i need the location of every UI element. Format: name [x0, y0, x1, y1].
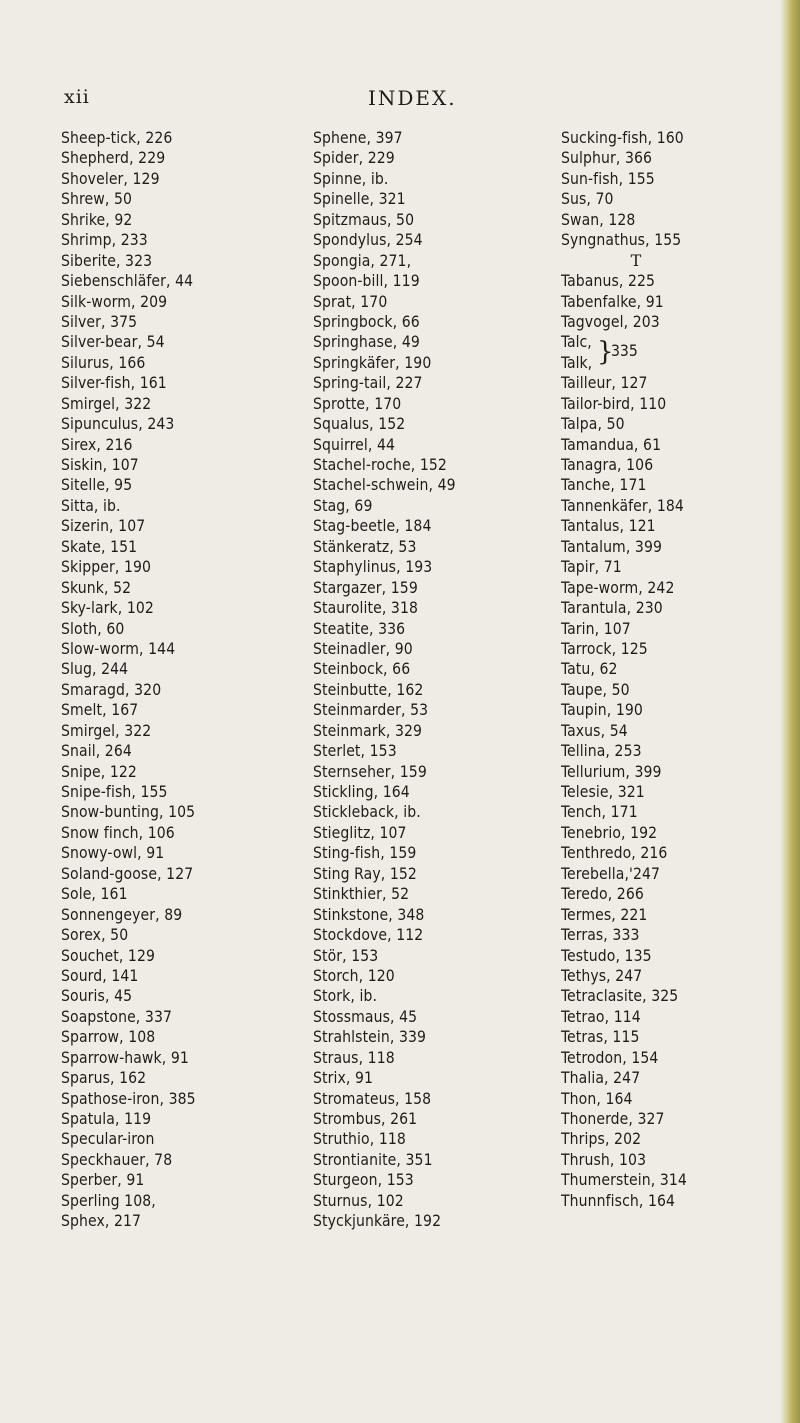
index-entry: Tannenkäfer, 184 — [561, 496, 684, 515]
index-entry: Sterlet, 153 — [313, 742, 397, 761]
index-entry: Termes, 221 — [561, 905, 648, 924]
index-entry: Slug, 244 — [61, 660, 129, 679]
index-entry: Sphex, 217 — [61, 1212, 142, 1231]
index-entry: Skate, 151 — [61, 537, 138, 556]
index-entry: Sprotte, 170 — [313, 394, 402, 413]
index-entry: Struthio, 118 — [313, 1130, 406, 1149]
index-entry: Siebenschläfer, 44 — [61, 272, 194, 291]
index-entry: Tanagra, 106 — [561, 456, 654, 475]
index-entry: Stachel-schwein, 49 — [313, 476, 456, 495]
index-entry: Thalia, 247 — [561, 1069, 641, 1088]
index-entry: Silver, 375 — [61, 312, 138, 331]
index-entry: Tailor-bird, 110 — [561, 394, 667, 413]
index-entry: Silk-worm, 209 — [61, 292, 168, 311]
index-entry: Stickling, 164 — [313, 783, 410, 801]
index-entry: Stänkeratz, 53 — [313, 537, 417, 556]
page-number: xii — [64, 86, 90, 108]
index-entry: Talpa, 50 — [561, 415, 625, 434]
index-entry: Terras, 333 — [561, 926, 640, 945]
index-entry: Staphylinus, 193 — [313, 558, 433, 577]
index-entry: Silurus, 166 — [61, 353, 146, 372]
index-entry: Tarin, 107 — [561, 619, 631, 638]
index-entry: Steinbutte, 162 — [313, 680, 424, 699]
index-column-2 — [313, 128, 553, 1232]
index-entry: Specular-iron — [61, 1130, 155, 1149]
index-entry: Slow-worm, 144 — [61, 639, 176, 658]
index-entry: Soapstone, 337 — [61, 1007, 172, 1026]
index-entry: Thrush, 103 — [561, 1150, 647, 1169]
index-entry: Sphene, 397 — [313, 129, 403, 147]
index-entry-line: Talk, — [561, 353, 593, 372]
index-entry: Sulphur, 366 — [561, 149, 653, 168]
index-entry: Spitzmaus, 50 — [313, 210, 415, 229]
index-entry: Snail, 264 — [61, 742, 132, 761]
index-entry: Stromateus, 158 — [313, 1089, 432, 1108]
index-entry: Snipe, 122 — [61, 762, 137, 781]
index-entry: Siberite, 323 — [61, 251, 153, 270]
index-entry: Tapir, 71 — [561, 558, 622, 577]
index-entry: Sorex, 50 — [61, 926, 129, 945]
index-entry: Souchet, 129 — [61, 946, 156, 965]
index-entry: Spatula, 119 — [61, 1110, 152, 1128]
index-entry: Shrike, 92 — [61, 210, 133, 229]
index-entry: Soland-goose, 127 — [61, 864, 194, 883]
index-entry: Steinmarder, 53 — [313, 701, 429, 720]
index-entry: Taupe, 50 — [561, 680, 630, 699]
index-entry: Thrips, 202 — [561, 1130, 642, 1149]
index-entry: Spider, 229 — [313, 149, 395, 168]
index-entry: Sourd, 141 — [61, 966, 139, 985]
index-entry: Tellina, 253 — [561, 742, 642, 761]
index-entry: Snow-bunting, 105 — [61, 803, 196, 822]
index-entry: Tantalum, 399 — [561, 537, 663, 556]
index-entry: Spondylus, 254 — [313, 231, 423, 250]
index-entry: Stossmaus, 45 — [313, 1007, 418, 1026]
index-entry: Styckjunkäre, 192 — [313, 1212, 442, 1231]
index-entry: Shepherd, 229 — [61, 149, 166, 168]
index-entry: Spring-tail, 227 — [313, 374, 423, 393]
index-entry: Thumerstein, 314 — [561, 1171, 687, 1190]
index-column-3 — [561, 128, 800, 1211]
index-entry: Strontianite, 351 — [313, 1150, 433, 1169]
index-entry: Sole, 161 — [61, 885, 128, 904]
index-entry: Siskin, 107 — [61, 456, 139, 474]
index-entry: Sonnengeyer, 89 — [61, 905, 183, 924]
index-entry: Teredo, 266 — [561, 885, 644, 904]
index-entry: Testudo, 135 — [561, 946, 652, 965]
index-entry: Sparrow, 108 — [61, 1028, 156, 1047]
index-entry: Springhase, 49 — [313, 333, 420, 352]
index-entry: Sting-fish, 159 — [313, 844, 417, 863]
index-entry: Tethys, 247 — [561, 966, 643, 985]
index-entry: Tabanus, 225 — [561, 272, 656, 291]
index-entry: Sun-fish, 155 — [561, 169, 655, 188]
index-entry: Syngnathus, 155 — [561, 231, 682, 250]
index-entry: Snowy-owl, 91 — [61, 844, 165, 863]
index-entry: Swan, 128 — [561, 210, 636, 229]
index-entry: Sitta, ib. — [61, 496, 121, 515]
running-title: INDEX. — [368, 86, 457, 110]
curly-brace-icon: } — [597, 337, 614, 368]
index-entry: Sus, 70 — [561, 190, 614, 209]
index-entry: Stinkstone, 348 — [313, 905, 425, 924]
index-entry: Taxus, 54 — [561, 721, 628, 740]
index-entry: Sperber, 91 — [61, 1171, 145, 1190]
index-entry: Tetrodon, 154 — [561, 1048, 659, 1067]
index-entry: Stickleback, ib. — [313, 803, 421, 822]
index-entry: Tetraclasite, 325 — [561, 987, 679, 1006]
index-entry: Snow finch, 106 — [61, 823, 175, 842]
page-header — [0, 86, 780, 116]
section-letter-heading: T — [630, 250, 642, 270]
index-entry: Stork, ib. — [313, 987, 378, 1006]
page-edge — [780, 0, 800, 1423]
index-entry: Strombus, 261 — [313, 1110, 418, 1128]
index-entry: Strahlstein, 339 — [313, 1028, 427, 1047]
index-entry: Snipe-fish, 155 — [61, 783, 168, 801]
index-entry: Sitelle, 95 — [61, 476, 133, 495]
index-entry: Smelt, 167 — [61, 701, 139, 720]
index-entry: Tamandua, 61 — [561, 435, 662, 454]
index-entry: Souris, 45 — [61, 987, 133, 1006]
index-entry: Springbock, 66 — [313, 312, 420, 331]
index-entry: Spinelle, 321 — [313, 190, 406, 209]
index-entry: Shrimp, 233 — [61, 231, 148, 250]
index-entry: Spinne, ib. — [313, 169, 389, 188]
index-entry: Skipper, 190 — [61, 558, 152, 577]
index-entry: Sucking-fish, 160 — [561, 129, 684, 147]
index-entry: Tanche, 171 — [561, 476, 647, 495]
index-entry: Tenebrio, 192 — [561, 823, 658, 842]
index-entry: Staurolite, 318 — [313, 599, 419, 618]
index-entry: Taupin, 190 — [561, 701, 643, 720]
index-entry-page: 335 — [611, 342, 638, 361]
index-entry: Springkäfer, 190 — [313, 353, 432, 372]
index-entry: Storch, 120 — [313, 966, 395, 985]
index-entry: Sparrow-hawk, 91 — [61, 1048, 189, 1067]
index-entry-line: Talc, — [561, 333, 592, 352]
index-entry: Stag-beetle, 184 — [313, 517, 432, 536]
index-entry: Tenthredo, 216 — [561, 844, 668, 863]
index-entry: Tailleur, 127 — [561, 374, 648, 393]
index-entry: Sparus, 162 — [61, 1069, 147, 1088]
index-entry: Steinadler, 90 — [313, 639, 413, 658]
index-entry: Tarrock, 125 — [561, 639, 648, 658]
index-entry: Tabenfalke, 91 — [561, 292, 664, 311]
index-entry: Spathose-iron, 385 — [61, 1089, 196, 1108]
index-entry: Spongia, 271, — [313, 251, 412, 270]
index-entry: Stachel-roche, 152 — [313, 456, 447, 474]
bracketed-index-entry — [561, 332, 800, 373]
index-entry: Tagvogel, 203 — [561, 312, 660, 331]
index-entry: Tarantula, 230 — [561, 599, 663, 618]
index-entry: Steatite, 336 — [313, 619, 406, 638]
index-entry: Sturgeon, 153 — [313, 1171, 414, 1190]
index-entry: Steinbock, 66 — [313, 660, 411, 679]
index-entry: Silver-fish, 161 — [61, 374, 167, 393]
index-entry: Sturnus, 102 — [313, 1191, 404, 1210]
index-entry: Tatu, 62 — [561, 660, 618, 679]
index-entry: Telesie, 321 — [561, 783, 645, 802]
index-entry: Smaragd, 320 — [61, 680, 162, 699]
index-entry: Thonerde, 327 — [561, 1110, 665, 1129]
index-entry: Thon, 164 — [561, 1089, 633, 1108]
index-entry: Tape-worm, 242 — [561, 578, 675, 597]
index-entry: Sternseher, 159 — [313, 762, 427, 781]
index-entry: Tetras, 115 — [561, 1028, 640, 1047]
index-entry: Smirgel, 322 — [61, 721, 152, 740]
index-entry: Straus, 118 — [313, 1048, 395, 1067]
index-entry: Terebella,'247 — [561, 864, 661, 883]
index-entry: Sheep-tick, 226 — [61, 129, 173, 147]
index-column-1 — [61, 128, 301, 1232]
index-entry: Tantalus, 121 — [561, 517, 656, 536]
index-entry: Tetrao, 114 — [561, 1007, 641, 1026]
index-entry: Skunk, 52 — [61, 578, 132, 597]
index-entry: Stieglitz, 107 — [313, 823, 407, 842]
index-entry: Squirrel, 44 — [313, 435, 396, 454]
index-entry: Steinmark, 329 — [313, 721, 423, 740]
index-entry: Tench, 171 — [561, 803, 638, 822]
index-entry: Stockdove, 112 — [313, 926, 424, 945]
index-entry: Shoveler, 129 — [61, 169, 160, 188]
index-entry: Sloth, 60 — [61, 619, 125, 638]
index-entry: Speckhauer, 78 — [61, 1150, 173, 1169]
index-entry: Squalus, 152 — [313, 415, 406, 434]
index-entry: Strix, 91 — [313, 1069, 374, 1088]
index-entry: Sting Ray, 152 — [313, 864, 417, 883]
index-entry: Sipunculus, 243 — [61, 415, 175, 434]
index-entry: Sky-lark, 102 — [61, 599, 154, 618]
index-entry: Silver-bear, 54 — [61, 333, 165, 352]
index-entry: Stör, 153 — [313, 946, 379, 965]
index-entry: Thunnfisch, 164 — [561, 1191, 676, 1210]
index-entry: Tellurium, 399 — [561, 762, 662, 781]
index-entry: Sizerin, 107 — [61, 517, 146, 536]
index-entry: Sperling 108, — [61, 1191, 156, 1210]
index-entry: Shrew, 50 — [61, 190, 132, 209]
index-entry: Stinkthier, 52 — [313, 885, 410, 904]
index-entry: Stag, 69 — [313, 496, 373, 515]
index-entry: Stargazer, 159 — [313, 578, 418, 597]
index-entry: Sprat, 170 — [313, 292, 388, 311]
index-entry: Smirgel, 322 — [61, 394, 152, 413]
index-entry: Spoon-bill, 119 — [313, 272, 420, 291]
index-entry: Sirex, 216 — [61, 435, 133, 454]
